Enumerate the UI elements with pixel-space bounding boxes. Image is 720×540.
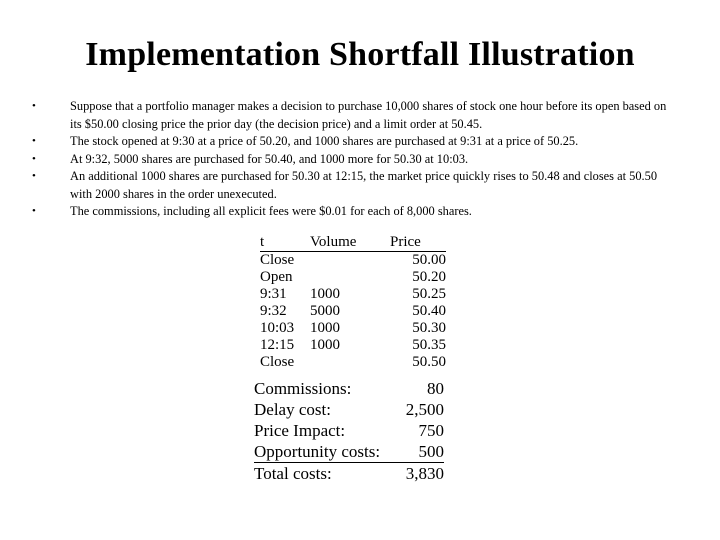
table-row [260, 269, 446, 286]
bullet-item [32, 98, 672, 133]
cost-row-total [254, 462, 444, 484]
column-header-volume: Volume [310, 234, 390, 252]
bullet-text: At 9:32, 5000 shares are purchased for 50.40, and 1000 more for 50.30 at 10:03. [70, 151, 469, 166]
table-row [260, 286, 446, 303]
cell-time: Close [260, 252, 295, 268]
bullet-item [32, 133, 672, 151]
bullet-text: The stock opened at 9:30 at a price of 50.20, and 1000 shares are purchased at 9:31 at a price of 50.25. [70, 134, 579, 148]
bullet-icon: • [32, 100, 36, 112]
bullet-text: The commissions, including all explicit fees were $0.01 for each of 8,000 shares. [70, 204, 472, 218]
cell-price: 50.50 [412, 354, 446, 370]
table-row [260, 320, 446, 337]
column-header-price: Price [390, 234, 446, 252]
cell-price: 50.40 [412, 303, 446, 319]
cell-volume [310, 354, 390, 371]
column-header-time: t [260, 234, 310, 252]
bullet-text: Suppose that a portfolio manager makes a decision to purchase 10,000 shares of stock one hour before its open based on its $50.00 closing price the prior day (the decision price) and a limit order at 50.45. [70, 99, 667, 131]
cell-volume: 1000 [310, 337, 340, 353]
table-row [260, 252, 446, 270]
cell-volume: 5000 [310, 303, 340, 319]
bullet-item [32, 151, 672, 169]
table-row [260, 337, 446, 354]
cell-time: Close [260, 354, 295, 370]
table-row [260, 354, 446, 371]
bullet-icon: • [32, 135, 36, 147]
slide-title: Implementation Shortfall Illustration [85, 36, 635, 73]
bullet-icon: • [32, 152, 36, 165]
cell-time: 9:31 [260, 286, 287, 302]
trade-table [260, 234, 446, 371]
cost-row-opportunity [254, 441, 444, 462]
cost-value: 500 [418, 442, 444, 461]
cost-value: 750 [418, 421, 444, 440]
cost-value: 2,500 [405, 400, 444, 419]
table-row [260, 303, 446, 320]
bullet-icon: • [32, 205, 36, 217]
cost-label: Delay cost: [254, 400, 331, 419]
cost-value: 80 [427, 379, 444, 398]
cost-row-price-impact [254, 420, 444, 441]
cell-volume [310, 269, 390, 286]
cell-price: 50.00 [412, 252, 446, 268]
cell-volume: 1000 [310, 286, 340, 302]
cost-row-commissions [254, 378, 444, 399]
cell-price: 50.35 [412, 337, 446, 353]
cost-value: 3,830 [405, 464, 444, 483]
cost-label: Opportunity costs: [254, 442, 381, 461]
cost-label: Price Impact: [254, 421, 346, 440]
trade-table-container [260, 234, 446, 371]
cell-time: Open [260, 269, 293, 285]
cell-volume: 1000 [310, 320, 340, 336]
cost-label: Commissions: [254, 379, 352, 398]
cell-time: 10:03 [260, 320, 295, 336]
bullet-icon: • [32, 170, 36, 182]
cell-time: 12:15 [260, 337, 295, 353]
bullet-list [32, 98, 672, 221]
bullet-item [32, 168, 672, 203]
cell-time: 9:32 [260, 303, 287, 319]
cell-price: 50.30 [412, 320, 446, 336]
table-header-row [260, 234, 446, 252]
cost-row-delay [254, 399, 444, 420]
bullet-item [32, 203, 672, 221]
bullet-text: An additional 1000 shares are purchased for 50.30 at 12:15, the market price quickly rises to 50.48 and closes at 50.50 with 2000 shares in the order unexecuted. [70, 169, 658, 201]
cost-summary [254, 378, 444, 484]
cost-label: Total costs: [254, 464, 332, 483]
cell-price: 50.20 [412, 269, 446, 285]
cell-volume [310, 252, 390, 270]
cell-price: 50.25 [412, 286, 446, 302]
